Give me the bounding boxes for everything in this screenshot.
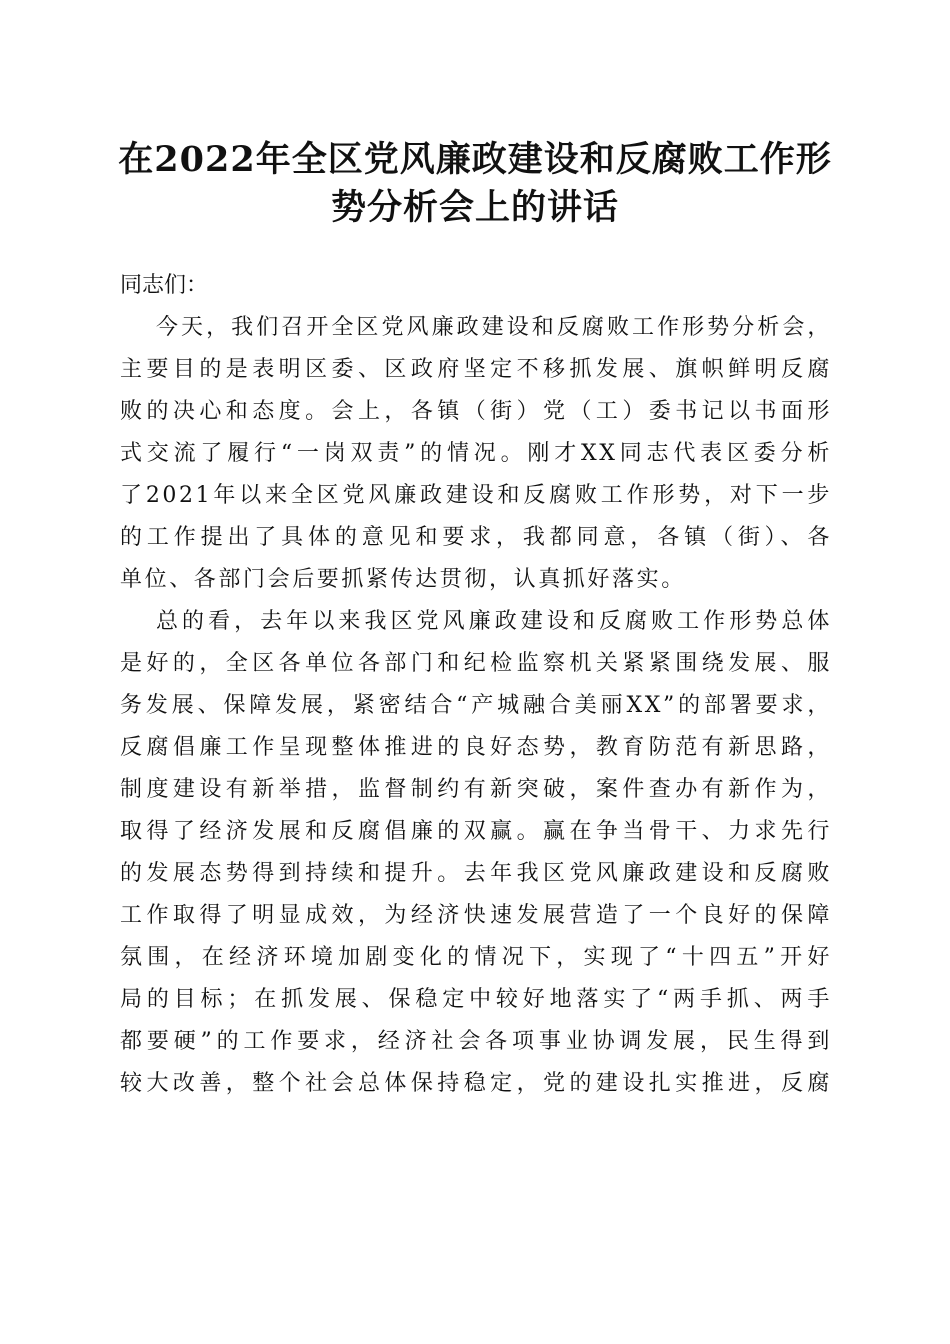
paragraph-line: 单位、各部门会后要抓紧传达贯彻，认真抓好落实。 bbox=[120, 567, 686, 592]
paragraph-line: 了2021年以来全区党风廉政建设和反腐败工作形势，对下一步 bbox=[120, 483, 832, 508]
paragraph-line: 务发展、保障发展，紧密结合“产城融合美丽XX”的部署要求， bbox=[120, 693, 832, 718]
paragraph-line: 总的看，去年以来我区党风廉政建设和反腐败工作形势总体 bbox=[156, 609, 832, 634]
paragraph-line: 氛围，在经济环境加剧变化的情况下，实现了“十四五”开好 bbox=[120, 945, 832, 970]
paragraph-line: 式交流了履行“一岗双责”的情况。刚才XX同志代表区委分析 bbox=[120, 441, 832, 466]
paragraph-1 bbox=[120, 307, 832, 601]
paragraph-line: 的工作提出了具体的意见和要求，我都同意，各镇（街）、各 bbox=[120, 525, 832, 550]
paragraph-line: 是好的，全区各单位各部门和纪检监察机关紧紧围绕发展、服 bbox=[120, 651, 832, 676]
paragraph-line: 主要目的是表明区委、区政府坚定不移抓发展、旗帜鲜明反腐 bbox=[120, 357, 832, 382]
document-body bbox=[120, 250, 832, 1105]
paragraph-line: 反腐倡廉工作呈现整体推进的良好态势，教育防范有新思路， bbox=[120, 735, 832, 760]
paragraph-line: 的发展态势得到持续和提升。去年我区党风廉政建设和反腐败 bbox=[120, 861, 832, 886]
salutation: 同志们： bbox=[120, 273, 209, 298]
paragraph-line: 较大改善，整个社会总体保持稳定，党的建设扎实推进，反腐 bbox=[120, 1071, 832, 1096]
document-title bbox=[100, 136, 850, 232]
title-line-1: 在2022年全区党风廉政建设和反腐败工作形 bbox=[118, 139, 832, 180]
paragraph-line: 工作取得了明显成效，为经济快速发展营造了一个良好的保障 bbox=[120, 903, 832, 928]
paragraph-2 bbox=[120, 601, 832, 1105]
paragraph-line: 局的目标；在抓发展、保稳定中较好地落实了“两手抓、两手 bbox=[120, 987, 832, 1012]
paragraph-line: 都要硬”的工作要求，经济社会各项事业协调发展，民生得到 bbox=[120, 1029, 832, 1054]
paragraph-line: 取得了经济发展和反腐倡廉的双赢。赢在争当骨干、力求先行 bbox=[120, 819, 832, 844]
title-line-2: 势分析会上的讲话 bbox=[330, 187, 619, 228]
paragraph-line: 制度建设有新举措，监督制约有新突破，案件查办有新作为， bbox=[120, 777, 832, 802]
paragraph-line: 今天，我们召开全区党风廉政建设和反腐败工作形势分析会， bbox=[156, 315, 832, 340]
paragraph-line: 败的决心和态度。会上，各镇（街）党（工）委书记以书面形 bbox=[120, 399, 832, 424]
